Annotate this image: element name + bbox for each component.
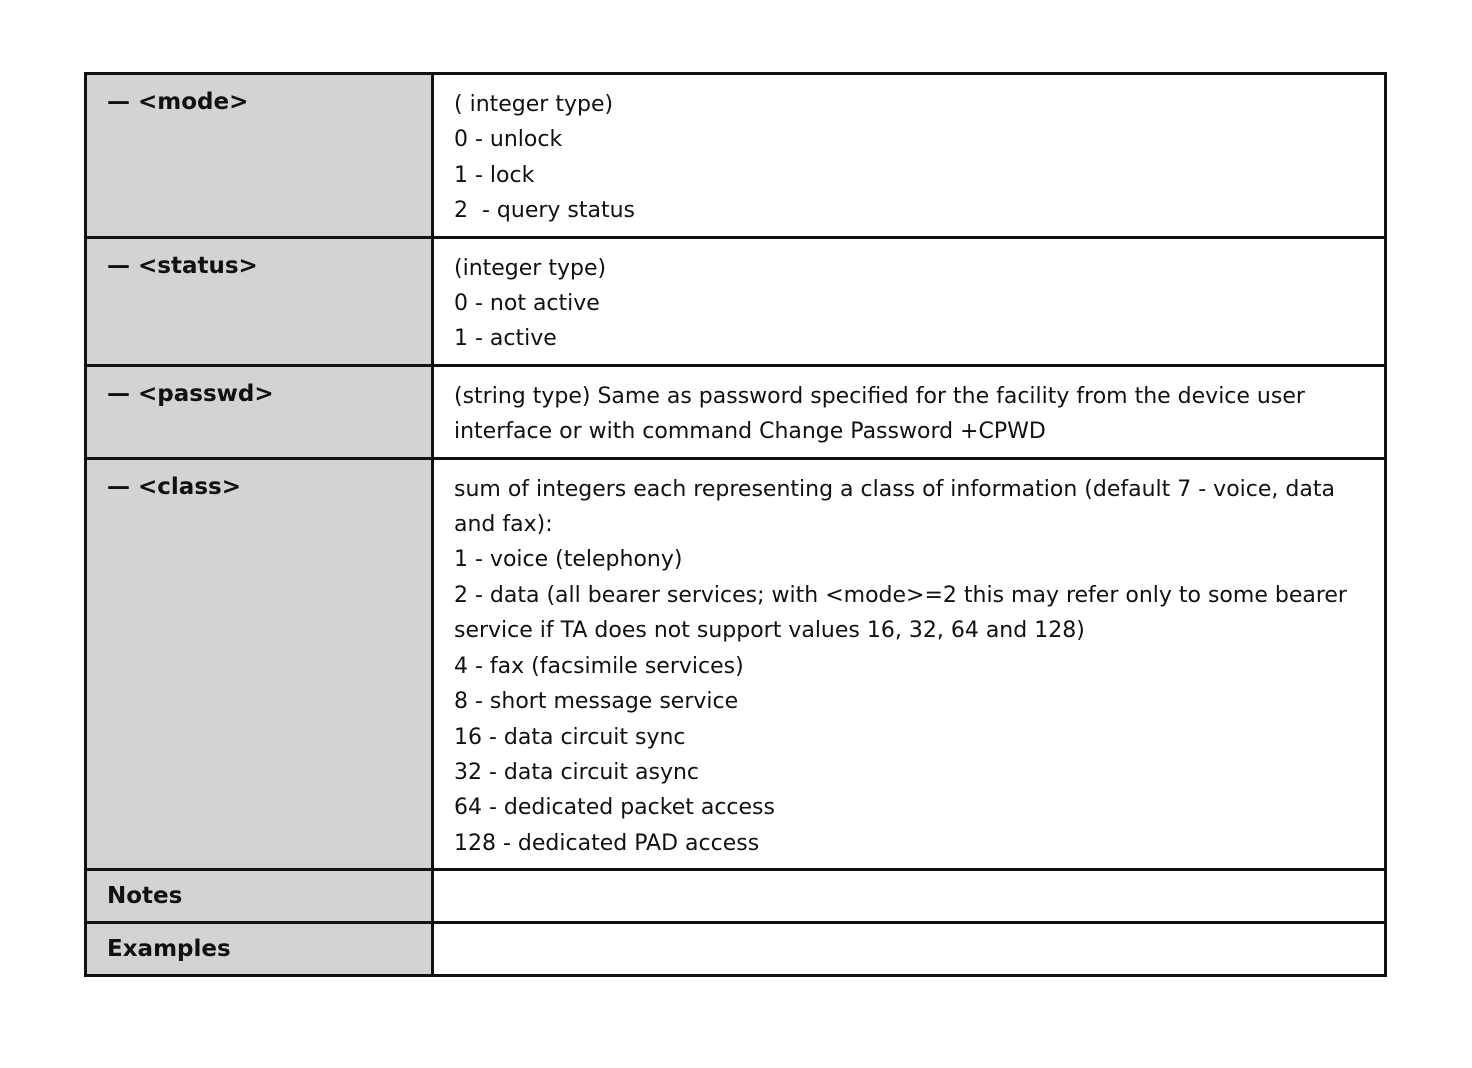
param-desc-cell [433,74,1386,238]
examples-value-cell [433,923,1386,976]
desc-line: (integer type) [454,255,607,281]
param-name-cell [86,237,433,365]
param-desc-cell [433,458,1386,869]
notes-value-cell [433,870,1386,923]
table-row-examples [86,923,1386,976]
desc-line: 4 - fax (facsimile services) [454,653,744,679]
desc-line: (string type) Same as password specified for the facility from the device user interface or with command Change Password +CPWD [454,383,1312,445]
param-name-passwd: — <passwd> [107,380,274,407]
notes-label: Notes [107,883,183,910]
desc-line: 2 - query status [454,198,636,224]
param-name-mode: — <mode> [107,89,249,115]
desc-line: 1 - active [454,326,557,352]
desc-line: 1 - voice (telephony) [454,547,683,573]
table-row-status [86,237,1386,365]
table-row-mode [86,74,1386,238]
param-name-cell [86,74,433,238]
table-row-passwd [86,365,1386,458]
parameter-table [84,72,1387,977]
table-row-notes [86,870,1386,923]
param-desc-cell [433,237,1386,365]
desc-line: 64 - dedicated packet access [454,795,775,821]
param-name-cell [86,365,433,458]
desc-line: 128 - dedicated PAD access [454,830,760,856]
param-name-class: — <class> [107,473,241,500]
param-desc-cell [433,365,1386,458]
param-name-status: — <status> [107,252,258,279]
desc-line: 16 - data circuit sync [454,724,686,750]
table-row-class [86,458,1386,869]
desc-line: ( integer type) [454,92,614,117]
param-name-cell [86,923,433,976]
desc-line: 1 - lock [454,162,535,188]
param-name-cell [86,870,433,923]
desc-line: 8 - short message service [454,689,739,715]
desc-line: sum of integers each representing a class of information (default 7 - voice, data and fax): [454,476,1342,538]
desc-line: 32 - data circuit async [454,759,700,785]
examples-label: Examples [107,936,231,963]
desc-line: 0 - not active [454,291,600,317]
desc-line: 2 - data (all bearer services; with <mode>=2 this may refer only to some bearer service if TA does not support values 16, 32, 64 and 128) [454,582,1354,644]
desc-line: 0 - unlock [454,127,563,153]
param-name-cell [86,458,433,869]
